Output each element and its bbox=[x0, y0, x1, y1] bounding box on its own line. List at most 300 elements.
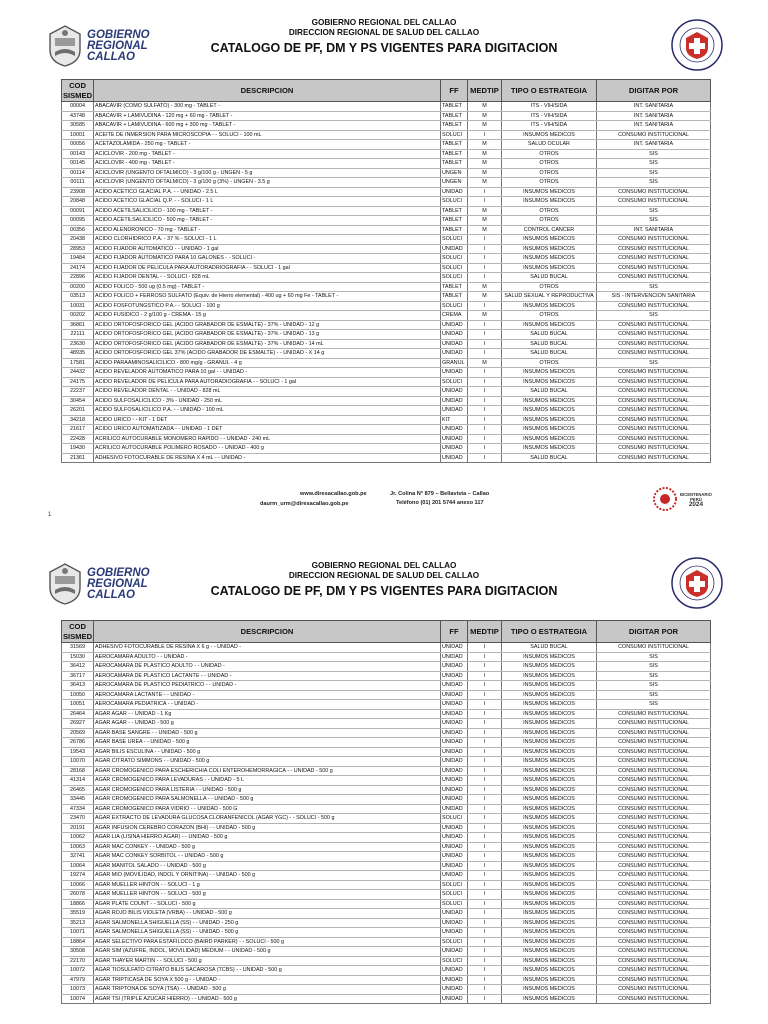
cell-digitar-por: SIS bbox=[597, 282, 711, 292]
cell-descripcion: AGAR MUELLER HINTON - - SOLUCI - 1 g bbox=[94, 880, 441, 890]
cell-descripcion: AGAR CROMOGENICO PARA LEVADURAS - - UNIDAD - 5 L bbox=[94, 776, 441, 786]
cell-cod-sismed: 32741 bbox=[62, 852, 94, 862]
table-row bbox=[62, 747, 711, 757]
cell-cod-sismed: 00114 bbox=[62, 168, 94, 178]
col-header-cod: COD SISMED bbox=[62, 80, 93, 100]
cell-descripcion: ACIDO ORTOFOSFORICO GEL 37% (ACIDO GRABADOR DE ESMALTE) - - UNIDAD - X 14 g bbox=[94, 349, 441, 359]
cell-cod-sismed: 22111 bbox=[62, 330, 94, 340]
cell-digitar-por: CONSUMO INSTITUCIONAL bbox=[597, 880, 711, 890]
cell-medtip: I bbox=[468, 709, 502, 719]
table-row bbox=[62, 273, 711, 283]
cell-descripcion: ACIDO CLORHIDRICO P.A. - 37 % - SOLUCI - 1 L bbox=[94, 235, 441, 245]
cell-digitar-por: CONSUMO INSTITUCIONAL bbox=[597, 415, 711, 425]
table-row bbox=[62, 700, 711, 710]
cell-medtip: M bbox=[468, 178, 502, 188]
table-row bbox=[62, 795, 711, 805]
cell-medtip: I bbox=[468, 890, 502, 900]
cell-tipo-estrategia: ITS - VIH/SIDA bbox=[502, 111, 597, 121]
bicentenario-label: BICENTENARIO bbox=[680, 491, 712, 497]
cell-tipo-estrategia: INSUMOS MEDICOS bbox=[502, 187, 597, 197]
cell-digitar-por: SIS bbox=[597, 652, 711, 662]
cell-tipo-estrategia: INSUMOS MEDICOS bbox=[502, 785, 597, 795]
cell-ff: UNIDAD bbox=[441, 947, 468, 957]
cell-tipo-estrategia: INSUMOS MEDICOS bbox=[502, 795, 597, 805]
cell-medtip: M bbox=[468, 216, 502, 226]
cell-cod-sismed: 00145 bbox=[62, 159, 94, 169]
cell-ff: UNIDAD bbox=[441, 842, 468, 852]
cell-descripcion: ACIDO FIJADOR DENTAL - - SOLUCI - 828 mL bbox=[94, 273, 441, 283]
bicentenario-country: PERÚ bbox=[690, 496, 702, 502]
cell-ff: TABLET bbox=[441, 140, 468, 150]
cell-cod-sismed: 10031 bbox=[62, 301, 94, 311]
cell-ff: UNIDAD bbox=[441, 918, 468, 928]
cell-descripcion: ACIDO ORTOFOSFORICO GEL (ACIDO GRABADOR DE ESMALTE) - 37% - UNIDAD - 14 mL bbox=[94, 339, 441, 349]
cell-ff: SOLUCI bbox=[441, 377, 468, 387]
cell-tipo-estrategia: SALUD BUCAL bbox=[502, 453, 597, 463]
cell-cod-sismed: 00356 bbox=[62, 225, 94, 235]
cell-medtip: I bbox=[468, 700, 502, 710]
cell-tipo-estrategia: INSUMOS MEDICOS bbox=[502, 728, 597, 738]
cell-ff: UNIDAD bbox=[441, 690, 468, 700]
cell-tipo-estrategia: INSUMOS MEDICOS bbox=[502, 861, 597, 871]
cell-cod-sismed: 34218 bbox=[62, 415, 94, 425]
cell-descripcion: ACIDO ACETICO GLACIAL P.A. - - UNIDAD - 2.5 L bbox=[94, 187, 441, 197]
cell-tipo-estrategia: INSUMOS MEDICOS bbox=[502, 833, 597, 843]
cell-descripcion: AGAR CROMOGENICO PARA LISTERIA - - UNIDAD - 500 g bbox=[94, 785, 441, 795]
cell-cod-sismed: 18866 bbox=[62, 899, 94, 909]
cell-tipo-estrategia: INSUMOS MEDICOS bbox=[502, 975, 597, 985]
cell-cod-sismed: 47334 bbox=[62, 804, 94, 814]
cell-digitar-por: CONSUMO INSTITUCIONAL bbox=[597, 273, 711, 283]
cell-cod-sismed: 18864 bbox=[62, 937, 94, 947]
table-row bbox=[62, 330, 711, 340]
cell-descripcion: ABACAVIR (COMO SULFATO) - 300 mg - TABLET - bbox=[94, 102, 441, 112]
header-line-1: GOBIERNO REGIONAL DEL CALLAO bbox=[311, 561, 457, 570]
col-header-digitar: DIGITAR POR bbox=[597, 80, 711, 102]
cell-cod-sismed: 22170 bbox=[62, 956, 94, 966]
cell-descripcion: ACIDO SULFOSALICILICO P.A. - - UNIDAD - 100 mL bbox=[94, 406, 441, 416]
cell-ff: UNIDAD bbox=[441, 396, 468, 406]
cell-tipo-estrategia: INSUMOS MEDICOS bbox=[502, 425, 597, 435]
cell-cod-sismed: 10070 bbox=[62, 757, 94, 767]
cell-ff: UNIDAD bbox=[441, 747, 468, 757]
cell-tipo-estrategia: OTROS bbox=[502, 149, 597, 159]
cell-cod-sismed: 26465 bbox=[62, 785, 94, 795]
cell-tipo-estrategia: INSUMOS MEDICOS bbox=[502, 814, 597, 824]
cell-medtip: I bbox=[468, 368, 502, 378]
cell-descripcion: ACIDO FIJADOR AUTOMATICO - - UNIDAD - 1 gal bbox=[94, 244, 441, 254]
cell-medtip: I bbox=[468, 785, 502, 795]
cell-tipo-estrategia: INSUMOS MEDICOS bbox=[502, 652, 597, 662]
cell-descripcion: AGAR MUELLER HINTON - - SOLUCI - 500 g bbox=[94, 890, 441, 900]
cell-cod-sismed: 26201 bbox=[62, 406, 94, 416]
cell-medtip: M bbox=[468, 311, 502, 321]
cell-ff: CREMA bbox=[441, 311, 468, 321]
cell-tipo-estrategia: INSUMOS MEDICOS bbox=[502, 690, 597, 700]
cell-descripcion: ACICLOVIR - 200 mg - TABLET - bbox=[94, 149, 441, 159]
cell-cod-sismed: 20191 bbox=[62, 823, 94, 833]
cell-cod-sismed: 00056 bbox=[62, 140, 94, 150]
cell-cod-sismed: 20569 bbox=[62, 728, 94, 738]
cell-digitar-por: CONSUMO INSTITUCIONAL bbox=[597, 804, 711, 814]
table-row bbox=[62, 690, 711, 700]
page-title: CATALOGO DE PF, DM Y PS VIGENTES PARA DIGITACION bbox=[210, 584, 558, 598]
cell-digitar-por: SIS bbox=[597, 159, 711, 169]
cell-tipo-estrategia: OTROS bbox=[502, 178, 597, 188]
cell-cod-sismed: 31569 bbox=[62, 643, 94, 653]
table-row bbox=[62, 216, 711, 226]
cell-descripcion: ACICLOVIR (UNGENTO OFTALMICO) - 3 g/100 g (3%) - UNGEN - 3.5 g bbox=[94, 178, 441, 188]
cell-medtip: I bbox=[468, 928, 502, 938]
cell-ff: UNIDAD bbox=[441, 757, 468, 767]
cell-descripcion: AGAR TIOSULFATO CITRATO BILIS SACAROSA (TCBS) - - UNIDAD - 500 g bbox=[94, 966, 441, 976]
cell-medtip: I bbox=[468, 804, 502, 814]
cell-ff: UNIDAD bbox=[441, 909, 468, 919]
cell-medtip: I bbox=[468, 956, 502, 966]
cell-tipo-estrategia: OTROS bbox=[502, 216, 597, 226]
cell-digitar-por: CONSUMO INSTITUCIONAL bbox=[597, 747, 711, 757]
cell-ff: SOLUCI bbox=[441, 890, 468, 900]
cell-cod-sismed: 36861 bbox=[62, 320, 94, 330]
cell-tipo-estrategia: INSUMOS MEDICOS bbox=[502, 747, 597, 757]
cell-cod-sismed: 20848 bbox=[62, 197, 94, 207]
cell-digitar-por: CONSUMO INSTITUCIONAL bbox=[597, 833, 711, 843]
cell-ff: UNIDAD bbox=[441, 738, 468, 748]
table-row bbox=[62, 358, 711, 368]
cell-tipo-estrategia: INSUMOS MEDICOS bbox=[502, 871, 597, 881]
cell-ff: UNIDAD bbox=[441, 871, 468, 881]
cell-medtip: I bbox=[468, 966, 502, 976]
cell-digitar-por: CONSUMO INSTITUCIONAL bbox=[597, 928, 711, 938]
cell-ff: UNIDAD bbox=[441, 453, 468, 463]
cell-digitar-por: CONSUMO INSTITUCIONAL bbox=[597, 453, 711, 463]
cell-ff: SOLUCI bbox=[441, 814, 468, 824]
table-row bbox=[62, 709, 711, 719]
cell-medtip: I bbox=[468, 425, 502, 435]
cell-ff: UNIDAD bbox=[441, 700, 468, 710]
cell-medtip: I bbox=[468, 377, 502, 387]
cell-tipo-estrategia: SALUD BUCAL bbox=[502, 273, 597, 283]
cell-descripcion: AGAR CROMOGENICO PARA SALMONELLA - - UNIDAD - 500 g bbox=[94, 795, 441, 805]
cell-ff: UNIDAD bbox=[441, 709, 468, 719]
cell-tipo-estrategia: INSUMOS MEDICOS bbox=[502, 197, 597, 207]
table-row bbox=[62, 282, 711, 292]
cell-ff: TABLET bbox=[441, 121, 468, 131]
cell-digitar-por: CONSUMO INSTITUCIONAL bbox=[597, 719, 711, 729]
cell-cod-sismed: 00200 bbox=[62, 282, 94, 292]
table-row bbox=[62, 320, 711, 330]
cell-digitar-por: CONSUMO INSTITUCIONAL bbox=[597, 330, 711, 340]
cell-ff: UNIDAD bbox=[441, 652, 468, 662]
col-header-medtip: MEDTIP bbox=[468, 80, 502, 102]
table-row bbox=[62, 130, 711, 140]
cell-cod-sismed: 23908 bbox=[62, 187, 94, 197]
catalog-page-2 bbox=[0, 540, 768, 1024]
cell-descripcion: ACETAZOLAMIDA - 250 mg - TABLET - bbox=[94, 140, 441, 150]
header-line-2: DIRECCION REGIONAL DE SALUD DEL CALLAO bbox=[288, 28, 480, 37]
cell-medtip: I bbox=[468, 833, 502, 843]
cell-cod-sismed: 00143 bbox=[62, 149, 94, 159]
cell-ff: UNIDAD bbox=[441, 975, 468, 985]
table-row bbox=[62, 149, 711, 159]
cell-tipo-estrategia: INSUMOS MEDICOS bbox=[502, 738, 597, 748]
cell-descripcion: ACIDO ACETILSALICILICO - 100 mg - TABLET - bbox=[94, 206, 441, 216]
cell-digitar-por: SIS bbox=[597, 690, 711, 700]
col-header-digitar: DIGITAR POR bbox=[597, 621, 711, 643]
cell-ff: UNIDAD bbox=[441, 406, 468, 416]
cell-digitar-por: CONSUMO INSTITUCIONAL bbox=[597, 368, 711, 378]
cell-ff: SOLUCI bbox=[441, 197, 468, 207]
cell-digitar-por: CONSUMO INSTITUCIONAL bbox=[597, 434, 711, 444]
cell-digitar-por: INT. SANITARIA bbox=[597, 102, 711, 112]
logo-text-line: GOBIERNO bbox=[87, 28, 150, 41]
cell-ff: UNIDAD bbox=[441, 823, 468, 833]
col-header-descripcion: DESCRIPCION bbox=[94, 80, 441, 102]
cell-digitar-por: CONSUMO INSTITUCIONAL bbox=[597, 320, 711, 330]
cell-tipo-estrategia: INSUMOS MEDICOS bbox=[502, 244, 597, 254]
cell-tipo-estrategia: INSUMOS MEDICOS bbox=[502, 681, 597, 691]
cell-tipo-estrategia: INSUMOS MEDICOS bbox=[502, 235, 597, 245]
cell-cod-sismed: 03513 bbox=[62, 292, 94, 302]
cell-descripcion: AGAR SELECTIVO PARA ESTAFILOCO (BAIRD PARKER) - - SOLUCI - 500 g bbox=[94, 937, 441, 947]
cell-descripcion: ACIDO ACETICO GLACIAL Q.P. - - SOLUCI - 1 L bbox=[94, 197, 441, 207]
cell-ff: UNIDAD bbox=[441, 643, 468, 653]
cell-medtip: M bbox=[468, 168, 502, 178]
cell-medtip: I bbox=[468, 301, 502, 311]
col-header-cod: COD SISMED bbox=[62, 621, 93, 641]
cell-descripcion: ACIDO FOSFOTUNGSTICO P.A.- - SOLUCI - 100 g bbox=[94, 301, 441, 311]
cell-tipo-estrategia: INSUMOS MEDICOS bbox=[502, 994, 597, 1004]
cell-digitar-por: CONSUMO INSTITUCIONAL bbox=[597, 795, 711, 805]
cell-descripcion: ACEITE DE INMERSION PARA MICROSCOPIA - - SOLUCI - 100 mL bbox=[94, 130, 441, 140]
cell-ff: TABLET bbox=[441, 159, 468, 169]
cell-descripcion: ADHESIVO FOTOCURABLE DE RESINA X 6 g - - UNIDAD - bbox=[94, 643, 441, 653]
table-row bbox=[62, 918, 711, 928]
cell-descripcion: AGAR LIA (LISINA HIERRO AGAR) - - UNIDAD - 500 g bbox=[94, 833, 441, 843]
cell-cod-sismed: 47979 bbox=[62, 975, 94, 985]
cell-cod-sismed: 17581 bbox=[62, 358, 94, 368]
cell-medtip: I bbox=[468, 909, 502, 919]
cell-medtip: I bbox=[468, 975, 502, 985]
cell-ff: SOLUCI bbox=[441, 899, 468, 909]
cell-medtip: I bbox=[468, 339, 502, 349]
col-header-ff: FF bbox=[441, 621, 468, 643]
cell-cod-sismed: 24432 bbox=[62, 368, 94, 378]
table-row bbox=[62, 652, 711, 662]
catalog-table-body bbox=[62, 102, 711, 463]
table-row bbox=[62, 956, 711, 966]
cell-medtip: I bbox=[468, 861, 502, 871]
cell-descripcion: AGAR BASE SANGRE - - UNIDAD - 500 g bbox=[94, 728, 441, 738]
cell-medtip: I bbox=[468, 330, 502, 340]
cell-digitar-por: SIS bbox=[597, 311, 711, 321]
cell-medtip: I bbox=[468, 273, 502, 283]
cell-cod-sismed: 22896 bbox=[62, 273, 94, 283]
page-header bbox=[0, 561, 768, 599]
cell-tipo-estrategia: INSUMOS MEDICOS bbox=[502, 899, 597, 909]
cell-tipo-estrategia: INSUMOS MEDICOS bbox=[502, 937, 597, 947]
cell-ff: SOLUCI bbox=[441, 937, 468, 947]
cell-medtip: M bbox=[468, 121, 502, 131]
cell-digitar-por: CONSUMO INSTITUCIONAL bbox=[597, 709, 711, 719]
cell-digitar-por: CONSUMO INSTITUCIONAL bbox=[597, 643, 711, 653]
cell-descripcion: ACIDO URICO - - KIT - 1 DET bbox=[94, 415, 441, 425]
cell-digitar-por: CONSUMO INSTITUCIONAL bbox=[597, 396, 711, 406]
cell-descripcion: ACIDO FIJADOR DE PELICULA PARA AUTORADRIOGRAFIA - - SOLUCI - 1 gal bbox=[94, 263, 441, 273]
cell-tipo-estrategia: INSUMOS MEDICOS bbox=[502, 709, 597, 719]
cell-descripcion: ACRILICO AUTOCURABLE POLIMERO ROSADO - - UNIDAD - 400 g bbox=[94, 444, 441, 454]
cell-medtip: M bbox=[468, 111, 502, 121]
cell-medtip: I bbox=[468, 415, 502, 425]
cell-tipo-estrategia: INSUMOS MEDICOS bbox=[502, 320, 597, 330]
cell-digitar-por: SIS bbox=[597, 168, 711, 178]
cell-ff: UNIDAD bbox=[441, 728, 468, 738]
table-row bbox=[62, 140, 711, 150]
cell-cod-sismed: 20438 bbox=[62, 235, 94, 245]
cell-ff: UNIDAD bbox=[441, 966, 468, 976]
cell-digitar-por: CONSUMO INSTITUCIONAL bbox=[597, 823, 711, 833]
cell-descripcion: AGAR CROMOGENICO PARA VIDRIO - - UNIDAD - 500 G bbox=[94, 804, 441, 814]
cell-medtip: I bbox=[468, 937, 502, 947]
cell-digitar-por: SIS bbox=[597, 358, 711, 368]
cell-descripcion: AGAR MIO (MOVILIDAD, INDOL Y ORNITINA) - - UNIDAD - 500 g bbox=[94, 871, 441, 881]
bicentenario-emblem-icon bbox=[652, 486, 678, 512]
cell-cod-sismed: 28953 bbox=[62, 244, 94, 254]
cell-cod-sismed: 00004 bbox=[62, 102, 94, 112]
table-row bbox=[62, 681, 711, 691]
cell-tipo-estrategia: INSUMOS MEDICOS bbox=[502, 301, 597, 311]
cell-tipo-estrategia: INSUMOS MEDICOS bbox=[502, 406, 597, 416]
table-row bbox=[62, 909, 711, 919]
cell-tipo-estrategia: SALUD BUCAL bbox=[502, 643, 597, 653]
cell-medtip: I bbox=[468, 662, 502, 672]
table-row bbox=[62, 899, 711, 909]
cell-ff: UNIDAD bbox=[441, 985, 468, 995]
cell-tipo-estrategia: OTROS bbox=[502, 282, 597, 292]
cell-descripcion: ACIDO REVELADOR AUTOMATICO PARA 10 gal - - UNIDAD - bbox=[94, 368, 441, 378]
table-row bbox=[62, 776, 711, 786]
cell-cod-sismed: 41314 bbox=[62, 776, 94, 786]
table-row bbox=[62, 975, 711, 985]
cell-cod-sismed: 19274 bbox=[62, 871, 94, 881]
table-row bbox=[62, 643, 711, 653]
cell-ff: UNIDAD bbox=[441, 861, 468, 871]
cell-digitar-por: SIS bbox=[597, 671, 711, 681]
cell-cod-sismed: 28168 bbox=[62, 766, 94, 776]
cell-cod-sismed: 23630 bbox=[62, 339, 94, 349]
cell-digitar-por: CONSUMO INSTITUCIONAL bbox=[597, 814, 711, 824]
cell-ff: SOLUCI bbox=[441, 880, 468, 890]
footer-phone: Teléfono (01) 201 5744 anexo 117 bbox=[396, 500, 484, 506]
cell-medtip: I bbox=[468, 244, 502, 254]
cell-cod-sismed: 10064 bbox=[62, 861, 94, 871]
cell-descripcion: AGAR BASE UREA - - UNIDAD - 500 g bbox=[94, 738, 441, 748]
header-line-1: GOBIERNO REGIONAL DEL CALLAO bbox=[311, 18, 457, 27]
cell-medtip: M bbox=[468, 102, 502, 112]
cell-digitar-por: SIS bbox=[597, 681, 711, 691]
cell-cod-sismed: 30454 bbox=[62, 396, 94, 406]
cell-ff: UNIDAD bbox=[441, 994, 468, 1004]
cell-cod-sismed: 36412 bbox=[62, 662, 94, 672]
cell-descripcion: AGAR ROJO BILIS VIOLETA (VRBA) - - UNIDAD - 500 g bbox=[94, 909, 441, 919]
cell-ff: SOLUCI bbox=[441, 254, 468, 264]
cell-medtip: I bbox=[468, 453, 502, 463]
col-header-tipo: TIPO O ESTRATEGIA bbox=[502, 80, 597, 102]
table-row bbox=[62, 254, 711, 264]
cell-ff: UNIDAD bbox=[441, 681, 468, 691]
cell-descripcion: ACIDO ORTOFOSFORICO GEL (ACIDO GRABADOR DE ESMALTE) - 37% - UNIDAD - 13 g bbox=[94, 330, 441, 340]
cell-medtip: I bbox=[468, 406, 502, 416]
cell-ff: SOLUCI bbox=[441, 263, 468, 273]
table-row bbox=[62, 415, 711, 425]
cell-digitar-por: SIS bbox=[597, 178, 711, 188]
cell-descripcion: AGAR MAC CONKEY SORBITOL - - UNIDAD - 500 g bbox=[94, 852, 441, 862]
table-row bbox=[62, 178, 711, 188]
cell-descripcion: ACIDO ORTOFOSFORICO GEL (ACIDO GRABADOR DE ESMALTE) - 37% - UNIDAD - 12 g bbox=[94, 320, 441, 330]
cell-medtip: I bbox=[468, 719, 502, 729]
cell-tipo-estrategia: INSUMOS MEDICOS bbox=[502, 776, 597, 786]
cell-medtip: I bbox=[468, 776, 502, 786]
cell-cod-sismed: 43748 bbox=[62, 111, 94, 121]
logo-text-line: CALLAO bbox=[87, 588, 135, 601]
cell-ff: UNIDAD bbox=[441, 671, 468, 681]
cell-tipo-estrategia: OTROS bbox=[502, 311, 597, 321]
cell-ff: UNIDAD bbox=[441, 719, 468, 729]
cell-tipo-estrategia: INSUMOS MEDICOS bbox=[502, 130, 597, 140]
cell-tipo-estrategia: ITS - VIH/SIDA bbox=[502, 102, 597, 112]
cell-digitar-por: CONSUMO INSTITUCIONAL bbox=[597, 947, 711, 957]
cell-tipo-estrategia: INSUMOS MEDICOS bbox=[502, 880, 597, 890]
cell-tipo-estrategia: INSUMOS MEDICOS bbox=[502, 766, 597, 776]
cell-digitar-por: SIS bbox=[597, 149, 711, 159]
cell-cod-sismed: 26464 bbox=[62, 709, 94, 719]
table-row bbox=[62, 368, 711, 378]
cell-descripcion: ABACAVIR + LAMIVUDINA - 600 mg + 300 mg - TABLET - bbox=[94, 121, 441, 131]
cell-medtip: I bbox=[468, 263, 502, 273]
cell-tipo-estrategia: SALUD BUCAL bbox=[502, 387, 597, 397]
cell-digitar-por: SIS bbox=[597, 206, 711, 216]
table-row bbox=[62, 102, 711, 112]
cell-descripcion: AGAR PLATE COUNT - - SOLUCI - 500 g bbox=[94, 899, 441, 909]
cell-ff: TABLET bbox=[441, 149, 468, 159]
cell-tipo-estrategia: INSUMOS MEDICOS bbox=[502, 368, 597, 378]
cell-ff: UNIDAD bbox=[441, 244, 468, 254]
cell-digitar-por: CONSUMO INSTITUCIONAL bbox=[597, 301, 711, 311]
cell-medtip: I bbox=[468, 396, 502, 406]
cell-cod-sismed: 19543 bbox=[62, 747, 94, 757]
cell-descripcion: AGAR AGAR - - UNIDAD - 500 g bbox=[94, 719, 441, 729]
table-row bbox=[62, 453, 711, 463]
cell-ff: GRANUL bbox=[441, 358, 468, 368]
cell-ff: UNIDAD bbox=[441, 339, 468, 349]
table-row bbox=[62, 871, 711, 881]
cell-descripcion: ABACAVIR + LAMIVUDINA - 120 mg + 60 mg - TABLET - bbox=[94, 111, 441, 121]
table-row bbox=[62, 833, 711, 843]
table-row bbox=[62, 842, 711, 852]
cell-medtip: M bbox=[468, 292, 502, 302]
cell-descripcion: AGAR MANITOL SALADO - - UNIDAD - 500 g bbox=[94, 861, 441, 871]
cell-ff: TABLET bbox=[441, 216, 468, 226]
cell-tipo-estrategia: INSUMOS MEDICOS bbox=[502, 928, 597, 938]
cell-medtip: I bbox=[468, 823, 502, 833]
cell-ff: KIT bbox=[441, 415, 468, 425]
cell-descripcion: ACIDO FIJADOR AUTOMATICO PARA 10 GALONES - - SOLUCI - bbox=[94, 254, 441, 264]
cell-medtip: I bbox=[468, 254, 502, 264]
cell-medtip: I bbox=[468, 852, 502, 862]
table-row bbox=[62, 396, 711, 406]
cell-digitar-por: CONSUMO INSTITUCIONAL bbox=[597, 785, 711, 795]
cell-tipo-estrategia: INSUMOS MEDICOS bbox=[502, 254, 597, 264]
